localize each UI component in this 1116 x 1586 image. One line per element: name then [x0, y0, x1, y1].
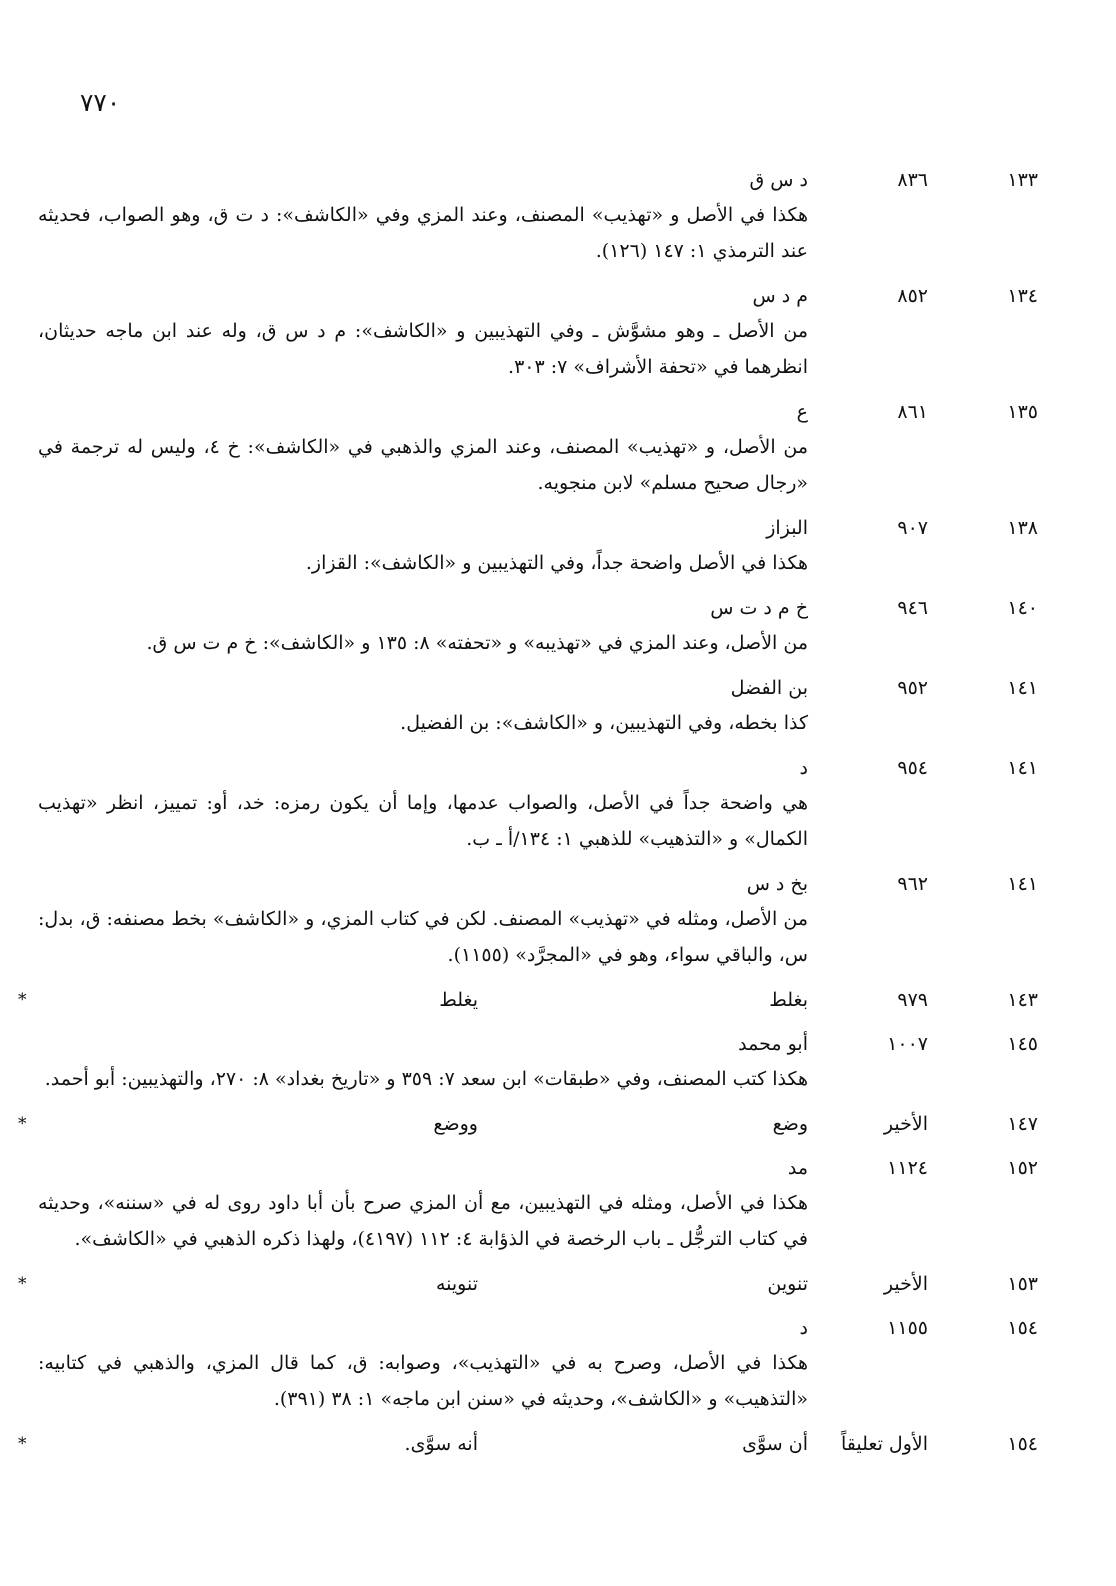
entry-right: ووضع	[433, 1113, 478, 1135]
entry-wrong: خ م د ت س	[710, 597, 808, 619]
correction-entry	[38, 867, 1038, 983]
correction-entry	[18, 983, 1038, 1027]
entry-header-row	[38, 591, 1038, 625]
entry-wrong: م د س	[752, 285, 808, 307]
entry-page: ١٤٥	[1007, 1033, 1038, 1055]
entry-header-row	[38, 1151, 1038, 1185]
entry-header-row	[18, 983, 1038, 1017]
star-marker: *	[18, 990, 27, 1010]
entry-page: ١٤٠	[1007, 597, 1038, 619]
correction-entry	[38, 395, 1038, 511]
correction-entry	[38, 1311, 1038, 1427]
entry-wrong: وضع	[772, 1113, 808, 1135]
entry-right: يغلط	[439, 989, 478, 1011]
entry-header-row	[38, 1311, 1038, 1345]
entry-wrong: البزاز	[766, 517, 808, 539]
entry-page: ١٣٣	[1007, 169, 1038, 191]
correction-entry	[38, 279, 1038, 395]
entry-note: هكذا في الأصل، وصرح به في «التهذيب»، وصوابه: ق، كما قال المزي، والذهبي في كتابيه: «التذهيب» و «الكاشف»، وحديثه في «سنن ابن ماجه» ١: ٣٨ (٣٩١).	[38, 1352, 808, 1410]
entry-wrong: بغلط	[769, 989, 808, 1011]
correction-entry	[38, 591, 1038, 671]
entry-note: هي واضحة جداً في الأصل، والصواب عدمها، وإما أن يكون رمزه: خد، أو: تمييز، انظر «تهذيب الكمال» و «التذهيب» للذهبي ١: ١٣٤/أ ـ ب.	[38, 792, 808, 850]
entry-header-row	[18, 1107, 1038, 1141]
entry-line: ٩٦٢	[897, 873, 928, 895]
entry-page: ١٣٥	[1007, 401, 1038, 423]
entry-line: الأخير	[883, 1273, 928, 1295]
entry-wrong: مد	[787, 1157, 808, 1179]
page-number: ٧٧٠	[80, 88, 121, 117]
entry-wrong: تنوين	[767, 1273, 808, 1295]
entry-line: ٩٥٢	[897, 677, 928, 699]
correction-entry	[18, 1267, 1038, 1311]
star-marker: *	[18, 1434, 27, 1454]
entry-note: من الأصل، وعند المزي في «تهذيبه» و «تحفته» ٨: ١٣٥ و «الكاشف»: خ م ت س ق.	[146, 632, 808, 654]
entry-header-row	[18, 1267, 1038, 1301]
entry-page: ١٤٣	[1007, 989, 1038, 1011]
entry-line: ٨٥٢	[897, 285, 928, 307]
entry-header-row	[38, 395, 1038, 429]
entry-wrong: بخ د س	[746, 873, 808, 895]
entry-page: ١٥٣	[1007, 1273, 1038, 1295]
entry-line: ٨٣٦	[897, 169, 928, 191]
entry-wrong: بن الفضل	[730, 677, 808, 699]
entry-line: ١١٥٥	[887, 1317, 928, 1339]
entry-line: ٨٦١	[897, 401, 928, 423]
star-marker: *	[18, 1114, 27, 1134]
entry-header-row	[38, 163, 1038, 197]
entry-wrong: د	[799, 757, 808, 779]
entry-header-row	[38, 1027, 1038, 1061]
entry-wrong: أن سوَّى	[742, 1433, 808, 1455]
entry-page: ١٤١	[1007, 873, 1038, 895]
correction-entry	[38, 1151, 1038, 1267]
entry-wrong: أبو محمد	[738, 1033, 808, 1055]
entry-note: من الأصل، ومثله في «تهذيب» المصنف. لكن في كتاب المزي، و «الكاشف» بخط مصنفه: ق، بدل: س، والباقي سواء، وهو في «المجرَّد» (١١٥٥).	[38, 908, 808, 966]
entry-line: الأول تعليقاً	[840, 1433, 928, 1455]
entry-page: ١٤٧	[1007, 1113, 1038, 1135]
entry-note: هكذا في الأصل و «تهذيب» المصنف، وعند المزي وفي «الكاشف»: د ت ق، وهو الصواب، فحديثه عند الترمذي ١: ١٤٧ (١٢٦).	[38, 204, 808, 262]
entry-page: ١٤١	[1007, 677, 1038, 699]
entry-wrong: د	[799, 1317, 808, 1339]
entry-note: هكذا في الأصل واضحة جداً، وفي التهذيبين و «الكاشف»: القزاز.	[305, 552, 808, 574]
entry-line: الأخير	[883, 1113, 928, 1135]
entry-line: ٩٧٩	[897, 989, 928, 1011]
entry-page: ١٤١	[1007, 757, 1038, 779]
entry-page: ١٥٤	[1007, 1317, 1038, 1339]
entry-header-row	[38, 511, 1038, 545]
entry-wrong: ع	[796, 401, 808, 423]
entry-note: هكذا كتب المصنف، وفي «طبقات» ابن سعد ٧: ٣٥٩ و «تاريخ بغداد» ٨: ٢٧٠، والتهذيبين: أبو أحمد.	[44, 1068, 808, 1090]
entry-header-row	[38, 867, 1038, 901]
entry-line: ١٠٠٧	[887, 1033, 928, 1055]
correction-entry	[38, 1027, 1038, 1107]
star-marker: *	[18, 1274, 27, 1294]
entry-header-row	[18, 1427, 1038, 1461]
entry-line: ٩٤٦	[897, 597, 928, 619]
entry-note: من الأصل، و «تهذيب» المصنف، وعند المزي والذهبي في «الكاشف»: خ ٤، وليس له ترجمة في «رجال صحيح مسلم» لابن منجويه.	[38, 436, 808, 494]
entry-page: ١٣٨	[1007, 517, 1038, 539]
correction-entry	[38, 511, 1038, 591]
entry-page: ١٥٢	[1007, 1157, 1038, 1179]
entry-header-row	[38, 279, 1038, 313]
entry-header-row	[38, 671, 1038, 705]
correction-entry	[38, 671, 1038, 751]
correction-entry	[38, 751, 1038, 867]
entry-right: تنوينه	[435, 1273, 478, 1295]
correction-entry	[38, 163, 1038, 279]
entry-wrong: د س ق	[749, 169, 808, 191]
entry-line: ١١٢٤	[887, 1157, 928, 1179]
entry-page: ١٣٤	[1007, 285, 1038, 307]
correction-entry	[18, 1427, 1038, 1471]
correction-entry	[18, 1107, 1038, 1151]
entry-note: كذا بخطه، وفي التهذيبين، و «الكاشف»: بن الفضيل.	[400, 712, 808, 734]
entry-line: ٩٠٧	[897, 517, 928, 539]
entry-note: من الأصل ـ وهو مشوَّش ـ وفي التهذيبين و «الكاشف»: م د س ق، وله عند ابن ماجه حديثان، انظرهما في «تحفة الأشراف» ٧: ٣٠٣.	[38, 320, 808, 378]
entry-line: ٩٥٤	[897, 757, 928, 779]
corrections-list	[18, 163, 1038, 1471]
entry-note: هكذا في الأصل، ومثله في التهذيبين، مع أن المزي صرح بأن أبا داود روى له في «سننه»، وحديثه في كتاب الترجُّل ـ باب الرخصة في الذؤابة ٤: ١١٢ (٤١٩٧)، ولهذا ذكره الذهبي في «الكاشف».	[38, 1192, 808, 1250]
entry-right: أنه سوَّى.	[404, 1433, 478, 1455]
entry-header-row	[38, 751, 1038, 785]
entry-page: ١٥٤	[1007, 1433, 1038, 1455]
